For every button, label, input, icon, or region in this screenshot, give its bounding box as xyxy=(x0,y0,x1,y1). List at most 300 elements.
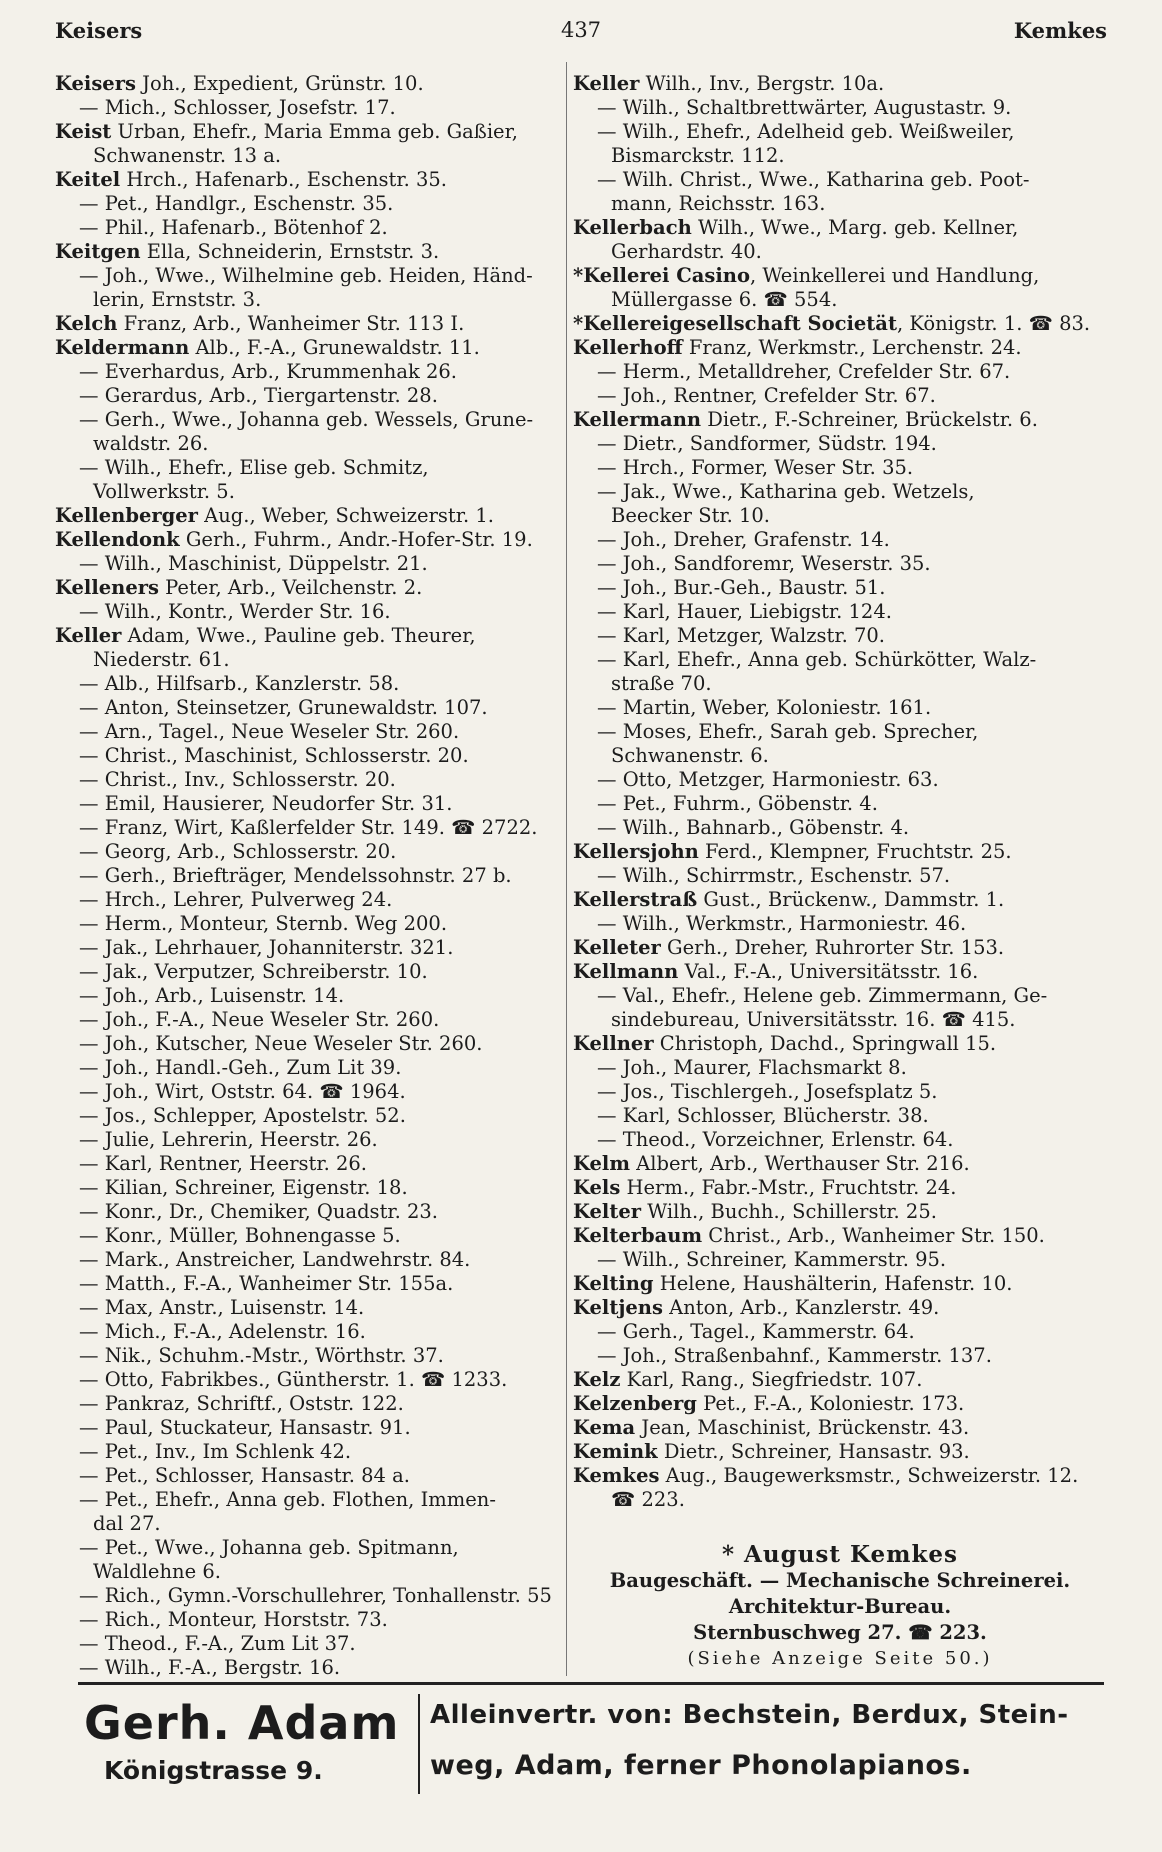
entry-text: — Joh., Dreher, Grafenstr. 14. xyxy=(597,528,890,551)
directory-subentry xyxy=(573,168,1107,192)
entry-continuation xyxy=(573,744,1107,768)
entry-text: — Wilh., Schirrmstr., Eschenstr. 57. xyxy=(597,864,951,887)
entry-text: Hrch., Hafenarb., Eschenstr. 35. xyxy=(120,168,447,191)
directory-subentry xyxy=(55,864,565,888)
entry-text: Urban, Ehefr., Maria Emma geb. Gaßier, xyxy=(111,120,518,143)
directory-subentry xyxy=(55,816,565,840)
entry-text: — Mich., Schlosser, Josefstr. 17. xyxy=(79,96,396,119)
entry-text: — Jos., Tischlergeh., Josefsplatz 5. xyxy=(597,1080,938,1103)
directory-subentry xyxy=(55,840,565,864)
entry-text: — Kilian, Schreiner, Eigenstr. 18. xyxy=(79,1176,408,1199)
entry-text: — Matth., F.-A., Wanheimer Str. 155a. xyxy=(79,1272,454,1295)
directory-subentry xyxy=(55,792,565,816)
entry-text: — Joh., Straßenbahnf., Kammerstr. 137. xyxy=(597,1344,992,1367)
directory-subentry xyxy=(55,888,565,912)
directory-entry xyxy=(55,72,565,96)
entry-text: — Wilh., Ehefr., Elise geb. Schmitz, xyxy=(79,456,429,479)
entry-surname: *Kellereigesellschaft Societät xyxy=(573,312,897,335)
entry-text: — Franz, Wirt, Kaßlerfelder Str. 149. ☎ 2722. xyxy=(79,816,538,839)
directory-entry xyxy=(573,312,1107,336)
directory-entry xyxy=(573,1224,1107,1248)
directory-subentry xyxy=(55,1272,565,1296)
directory-subentry xyxy=(55,264,565,288)
banner-company-block xyxy=(78,1690,408,1800)
directory-entry xyxy=(573,1368,1107,1392)
header-left-keyword: Keisers xyxy=(55,18,143,43)
entry-text: Wilh., Inv., Bergstr. 10a. xyxy=(639,72,885,95)
entry-text: lerin, Ernststr. 3. xyxy=(93,288,262,311)
banner-company-name: Gerh. Adam xyxy=(84,1696,400,1750)
banner-top-rule xyxy=(78,1682,1104,1685)
entry-text: — Karl, Schlosser, Blücherstr. 38. xyxy=(597,1104,929,1127)
entry-text: Beecker Str. 10. xyxy=(611,504,770,527)
directory-subentry xyxy=(55,912,565,936)
banner-line-1: Alleinvertr. von: Bechstein, Berdux, Stein- xyxy=(430,1700,1069,1730)
directory-entry xyxy=(573,936,1107,960)
entry-text: — Joh., Arb., Luisenstr. 14. xyxy=(79,984,345,1007)
directory-subentry xyxy=(55,216,565,240)
entry-text: Adam, Wwe., Pauline geb. Theurer, xyxy=(121,624,476,647)
entry-surname: Kellersjohn xyxy=(573,840,699,863)
directory-subentry xyxy=(573,864,1107,888)
directory-subentry xyxy=(55,1440,565,1464)
directory-subentry xyxy=(55,408,565,432)
directory-subentry xyxy=(55,1488,565,1512)
entry-surname: Kellendonk xyxy=(55,528,180,551)
directory-entry xyxy=(573,72,1107,96)
directory-subentry xyxy=(573,600,1107,624)
directory-entry xyxy=(55,336,565,360)
entry-text: Waldlehne 6. xyxy=(93,1560,221,1583)
gerh-adam-banner xyxy=(78,1690,1104,1800)
directory-subentry xyxy=(55,1416,565,1440)
entry-text: — Joh., Sandforemr, Weserstr. 35. xyxy=(597,552,931,575)
ad-services: Baugeschäft. — Mechanische Schreinerei. xyxy=(609,1569,1071,1592)
entry-text: — Rich., Gymn.-Vorschullehrer, Tonhallenstr. 55 xyxy=(79,1584,552,1607)
right-column-entries xyxy=(573,72,1107,1512)
entry-surname: Kelm xyxy=(573,1152,630,1175)
entry-text: — Val., Ehefr., Helene geb. Zimmermann, Ge- xyxy=(597,984,1048,1007)
entry-surname: Kellner xyxy=(573,1032,654,1055)
entry-text: Christ., Arb., Wanheimer Str. 150. xyxy=(702,1224,1045,1247)
directory-subentry xyxy=(55,936,565,960)
directory-entry xyxy=(573,1200,1107,1224)
entry-surname: Kellmann xyxy=(573,960,679,983)
entry-text: — Karl, Ehefr., Anna geb. Schürkötter, Walz- xyxy=(597,648,1037,671)
entry-text: — Karl, Hauer, Liebigstr. 124. xyxy=(597,600,892,623)
entry-text: — Karl, Rentner, Heerstr. 26. xyxy=(79,1152,367,1175)
entry-text: — Wilh., Kontr., Werder Str. 16. xyxy=(79,600,391,623)
directory-entry xyxy=(573,1272,1107,1296)
entry-text: Aug., Weber, Schweizerstr. 1. xyxy=(197,504,494,527)
directory-entry xyxy=(573,216,1107,240)
entry-text: Vollwerkstr. 5. xyxy=(93,480,235,503)
directory-subentry xyxy=(55,1464,565,1488)
directory-subentry xyxy=(573,552,1107,576)
entry-text: Karl, Rang., Siegfriedstr. 107. xyxy=(620,1368,923,1391)
directory-subentry xyxy=(55,1224,565,1248)
entry-text: — Phil., Hafenarb., Bötenhof 2. xyxy=(79,216,388,239)
entry-text: — Joh., Handl.-Geh., Zum Lit 39. xyxy=(79,1056,402,1079)
column-divider xyxy=(566,62,567,1676)
page-number: 437 xyxy=(560,18,602,42)
entry-text: — Pet., Wwe., Johanna geb. Spitmann, xyxy=(79,1536,459,1559)
directory-subentry xyxy=(55,1536,565,1560)
directory-subentry xyxy=(573,624,1107,648)
entry-text: — Hrch., Lehrer, Pulverweg 24. xyxy=(79,888,393,911)
page-header xyxy=(55,18,1107,54)
entry-text: Pet., F.-A., Koloniestr. 173. xyxy=(696,1392,965,1415)
directory-entry xyxy=(573,1416,1107,1440)
entry-text: — Gerh., Tagel., Kammerstr. 64. xyxy=(597,1320,915,1343)
entry-text: — Konr., Dr., Chemiker, Quadstr. 23. xyxy=(79,1200,438,1223)
directory-entry xyxy=(573,1464,1107,1488)
entry-text: — Anton, Steinsetzer, Grunewaldstr. 107. xyxy=(79,696,488,719)
entry-continuation xyxy=(55,144,565,168)
entry-text: Schwanenstr. 6. xyxy=(611,744,769,767)
left-column xyxy=(55,72,565,1680)
entry-text: Val., F.-A., Universitätsstr. 16. xyxy=(678,960,979,983)
directory-subentry xyxy=(55,1656,565,1680)
directory-entry xyxy=(573,1440,1107,1464)
entry-text: Anton, Arb., Kanzlerstr. 49. xyxy=(662,1296,940,1319)
entry-text: Schwanenstr. 13 a. xyxy=(93,144,282,167)
directory-subentry xyxy=(573,480,1107,504)
directory-entry xyxy=(573,1032,1107,1056)
directory-subentry xyxy=(573,1056,1107,1080)
directory-subentry xyxy=(573,96,1107,120)
directory-subentry xyxy=(55,1584,565,1608)
entry-text: — Jos., Schlepper, Apostelstr. 52. xyxy=(79,1104,406,1127)
entry-surname: Kellerbach xyxy=(573,216,692,239)
entry-text: Ferd., Klempner, Fruchtstr. 25. xyxy=(698,840,1012,863)
entry-surname: Kemink xyxy=(573,1440,658,1463)
entry-continuation xyxy=(573,288,1107,312)
entry-text: waldstr. 26. xyxy=(93,432,209,455)
directory-subentry xyxy=(55,672,565,696)
directory-subentry xyxy=(55,552,565,576)
entry-text: — Otto, Fabrikbes., Güntherstr. 1. ☎ 1233. xyxy=(79,1368,508,1391)
entry-text: Müllergasse 6. ☎ 554. xyxy=(611,288,838,311)
directory-subentry xyxy=(55,1008,565,1032)
entry-text: Gerh., Fuhrm., Andr.-Hofer-Str. 19. xyxy=(179,528,533,551)
entry-text: — Gerh., Briefträger, Mendelssohnstr. 27 b. xyxy=(79,864,512,887)
entry-text: Wilh., Buchh., Schillerstr. 25. xyxy=(641,1200,937,1223)
entry-surname: Kellerstraß xyxy=(573,888,698,911)
entry-text: — Christ., Maschinist, Schlosserstr. 20. xyxy=(79,744,469,767)
entry-text: — Pet., Fuhrm., Göbenstr. 4. xyxy=(597,792,878,815)
entry-text: — Joh., Kutscher, Neue Weseler Str. 260. xyxy=(79,1032,483,1055)
entry-text: Albert, Arb., Werthauser Str. 216. xyxy=(629,1152,970,1175)
directory-subentry xyxy=(55,1248,565,1272)
directory-entry xyxy=(55,504,565,528)
entry-text: — Joh., Wirt, Oststr. 64. ☎ 1964. xyxy=(79,1080,406,1103)
entry-text: ☎ 223. xyxy=(611,1488,685,1511)
entry-text: , Weinkellerei und Handlung, xyxy=(749,264,1040,287)
entry-continuation xyxy=(573,1488,1107,1512)
directory-subentry xyxy=(55,1296,565,1320)
directory-subentry xyxy=(55,1032,565,1056)
entry-text: — Wilh., F.-A., Bergstr. 16. xyxy=(79,1656,341,1679)
directory-subentry xyxy=(573,792,1107,816)
entry-text: — Joh., Bur.-Geh., Baustr. 51. xyxy=(597,576,886,599)
entry-surname: Kelting xyxy=(573,1272,654,1295)
directory-subentry xyxy=(55,768,565,792)
entry-surname: Kellermann xyxy=(573,408,702,431)
entry-surname: Keisers xyxy=(55,72,136,95)
directory-subentry xyxy=(55,1608,565,1632)
directory-subentry xyxy=(573,648,1107,672)
entry-text: Franz, Werkmstr., Lerchenstr. 24. xyxy=(682,336,1022,359)
entry-text: Peter, Arb., Veilchenstr. 2. xyxy=(158,576,423,599)
directory-subentry xyxy=(55,600,565,624)
entry-text: , Königstr. 1. ☎ 83. xyxy=(896,312,1091,335)
entry-text: — Wilh. Christ., Wwe., Katharina geb. Poot- xyxy=(597,168,1030,191)
entry-surname: Keltjens xyxy=(573,1296,663,1319)
entry-surname: Kels xyxy=(573,1176,621,1199)
entry-text: Niederstr. 61. xyxy=(93,648,230,671)
entry-surname: Keitel xyxy=(55,168,121,191)
entry-text: — Herm., Metalldreher, Crefelder Str. 67. xyxy=(597,360,1011,383)
entry-text: — Moses, Ehefr., Sarah geb. Sprecher, xyxy=(597,720,979,743)
entry-text: Alb., F.-A., Grunewaldstr. 11. xyxy=(189,336,480,359)
entry-surname: Kelzenberg xyxy=(573,1392,697,1415)
directory-entry xyxy=(573,1152,1107,1176)
directory-entry xyxy=(55,120,565,144)
ad-bureau: Architektur-Bureau. xyxy=(728,1595,952,1618)
directory-entry xyxy=(573,336,1107,360)
directory-subentry xyxy=(573,432,1107,456)
directory-subentry xyxy=(573,1320,1107,1344)
entry-text: — Joh., Rentner, Crefelder Str. 67. xyxy=(597,384,936,407)
directory-subentry xyxy=(55,1176,565,1200)
directory-subentry xyxy=(55,960,565,984)
entry-continuation xyxy=(55,432,565,456)
entry-continuation xyxy=(55,648,565,672)
entry-continuation xyxy=(573,1008,1107,1032)
entry-text: — Rich., Monteur, Horststr. 73. xyxy=(79,1608,388,1631)
directory-subentry xyxy=(573,912,1107,936)
entry-surname: Kelleter xyxy=(573,936,661,959)
directory-entry xyxy=(573,1392,1107,1416)
entry-continuation xyxy=(573,240,1107,264)
entry-text: — Julie, Lehrerin, Heerstr. 26. xyxy=(79,1128,378,1151)
entry-continuation xyxy=(55,1560,565,1584)
directory-subentry xyxy=(55,696,565,720)
directory-entry xyxy=(55,312,565,336)
directory-subentry xyxy=(573,120,1107,144)
entry-text: — Emil, Hausierer, Neudorfer Str. 31. xyxy=(79,792,453,815)
entry-text: — Pet., Handlgr., Eschenstr. 35. xyxy=(79,192,394,215)
entry-text: — Wilh., Schaltbrettwärter, Augustastr. 9. xyxy=(597,96,1012,119)
entry-text: — Paul, Stuckateur, Hansastr. 91. xyxy=(79,1416,411,1439)
directory-subentry xyxy=(55,984,565,1008)
entry-surname: Kelleners xyxy=(55,576,159,599)
entry-text: — Konr., Müller, Bohnengasse 5. xyxy=(79,1224,401,1247)
entry-text: — Karl, Metzger, Walzstr. 70. xyxy=(597,624,885,647)
entry-text: Gust., Brückenw., Dammstr. 1. xyxy=(697,888,1005,911)
entry-surname: Kelter xyxy=(573,1200,642,1223)
directory-entry xyxy=(573,264,1107,288)
entry-text: Bismarckstr. 112. xyxy=(611,144,785,167)
directory-subentry xyxy=(55,1632,565,1656)
entry-text: — Martin, Weber, Koloniestr. 161. xyxy=(597,696,932,719)
directory-subentry xyxy=(573,360,1107,384)
entry-surname: Keller xyxy=(573,72,640,95)
entry-text: — Herm., Monteur, Sternb. Weg 200. xyxy=(79,912,448,935)
banner-street: Königstrasse 9. xyxy=(104,1756,323,1785)
entry-text: — Georg, Arb., Schlosserstr. 20. xyxy=(79,840,397,863)
entry-surname: Kelterbaum xyxy=(573,1224,703,1247)
directory-subentry xyxy=(573,528,1107,552)
directory-subentry xyxy=(55,192,565,216)
entry-text: — Mich., F.-A., Adelenstr. 16. xyxy=(79,1320,366,1343)
entry-text: — Pet., Schlosser, Hansastr. 84 a. xyxy=(79,1464,410,1487)
entry-text: — Gerh., Wwe., Johanna geb. Wessels, Grune- xyxy=(79,408,534,431)
entry-text: — Christ., Inv., Schlosserstr. 20. xyxy=(79,768,396,791)
directory-subentry xyxy=(55,96,565,120)
entry-text: straße 70. xyxy=(611,672,712,695)
directory-entry xyxy=(55,240,565,264)
directory-subentry xyxy=(573,816,1107,840)
entry-text: — Joh., Maurer, Flachsmarkt 8. xyxy=(597,1056,907,1079)
directory-subentry xyxy=(55,1344,565,1368)
entry-text: — Hrch., Former, Weser Str. 35. xyxy=(597,456,914,479)
entry-text: — Wilh., Schreiner, Kammerstr. 95. xyxy=(597,1248,947,1271)
entry-surname: Kellenberger xyxy=(55,504,198,527)
entry-text: Jean, Maschinist, Brückenstr. 43. xyxy=(635,1416,970,1439)
entry-text: Aug., Baugewerksmstr., Schweizerstr. 12. xyxy=(659,1464,1079,1487)
ad-address: Sternbuschweg 27. ☎ 223. xyxy=(693,1621,987,1644)
entry-surname: Keller xyxy=(55,624,122,647)
directory-entry xyxy=(573,840,1107,864)
entry-continuation xyxy=(573,672,1107,696)
directory-entry xyxy=(573,960,1107,984)
directory-subentry xyxy=(55,1080,565,1104)
entry-text: — Theod., Vorzeichner, Erlenstr. 64. xyxy=(597,1128,954,1151)
directory-subentry xyxy=(55,1368,565,1392)
entry-text: Wilh., Wwe., Marg. geb. Kellner, xyxy=(691,216,1019,239)
entry-text: — Pet., Ehefr., Anna geb. Flothen, Immen- xyxy=(79,1488,496,1511)
entry-text: Joh., Expedient, Grünstr. 10. xyxy=(135,72,424,95)
entry-surname: Kema xyxy=(573,1416,636,1439)
directory-subentry xyxy=(55,456,565,480)
entry-surname: *Kellerei Casino xyxy=(573,264,750,287)
entry-continuation xyxy=(55,288,565,312)
directory-subentry xyxy=(573,1248,1107,1272)
directory-subentry xyxy=(573,384,1107,408)
entry-surname: Keldermann xyxy=(55,336,190,359)
entry-continuation xyxy=(573,144,1107,168)
entry-text: Helene, Haushälterin, Hafenstr. 10. xyxy=(653,1272,1013,1295)
directory-subentry xyxy=(55,1392,565,1416)
directory-subentry xyxy=(55,1200,565,1224)
entry-text: Christoph, Dachd., Springwall 15. xyxy=(653,1032,997,1055)
entry-text: Franz, Arb., Wanheimer Str. 113 I. xyxy=(117,312,465,335)
directory-subentry xyxy=(573,456,1107,480)
directory-subentry xyxy=(55,720,565,744)
directory-entry xyxy=(573,1296,1107,1320)
directory-subentry xyxy=(573,1344,1107,1368)
right-column xyxy=(573,72,1107,1672)
entry-text: — Alb., Hilfsarb., Kanzlerstr. 58. xyxy=(79,672,400,695)
directory-entry xyxy=(573,888,1107,912)
entry-text: — Otto, Metzger, Harmoniestr. 63. xyxy=(597,768,939,791)
directory-subentry xyxy=(573,720,1107,744)
entry-text: — Dietr., Sandformer, Südstr. 194. xyxy=(597,432,937,455)
entry-text: Gerh., Dreher, Ruhrorter Str. 153. xyxy=(660,936,1005,959)
entry-text: — Pankraz, Schriftf., Oststr. 122. xyxy=(79,1392,404,1415)
directory-entry xyxy=(55,624,565,648)
directory-entry xyxy=(55,528,565,552)
entry-text: — Wilh., Bahnarb., Göbenstr. 4. xyxy=(597,816,910,839)
directory-subentry xyxy=(55,1056,565,1080)
entry-text: — Joh., Wwe., Wilhelmine geb. Heiden, Händ- xyxy=(79,264,533,287)
entry-text: Ella, Schneiderin, Ernststr. 3. xyxy=(140,240,440,263)
entry-text: — Theod., F.-A., Zum Lit 37. xyxy=(79,1632,356,1655)
entry-text: — Arn., Tagel., Neue Weseler Str. 260. xyxy=(79,720,460,743)
entry-surname: Kelz xyxy=(573,1368,621,1391)
entry-text: — Mark., Anstreicher, Landwehrstr. 84. xyxy=(79,1248,471,1271)
directory-entry xyxy=(573,1176,1107,1200)
entry-text: — Wilh., Werkmstr., Harmoniestr. 46. xyxy=(597,912,967,935)
entry-text: — Gerardus, Arb., Tiergartenstr. 28. xyxy=(79,384,438,407)
entry-text: — Pet., Inv., Im Schlenk 42. xyxy=(79,1440,352,1463)
directory-subentry xyxy=(55,744,565,768)
kemkes-advertisement xyxy=(573,1542,1107,1672)
entry-text: Gerhardstr. 40. xyxy=(611,240,762,263)
entry-surname: Kellerhoff xyxy=(573,336,683,359)
directory-subentry xyxy=(55,1152,565,1176)
entry-text: — Everhardus, Arb., Krummenhak 26. xyxy=(79,360,457,383)
directory-entry xyxy=(55,168,565,192)
entry-text: — Wilh., Maschinist, Düppelstr. 21. xyxy=(79,552,428,575)
ad-company-name: * August Kemkes xyxy=(722,1541,958,1568)
entry-text: — Nik., Schuhm.-Mstr., Wörthstr. 37. xyxy=(79,1344,444,1367)
directory-subentry xyxy=(55,1104,565,1128)
entry-surname: Keist xyxy=(55,120,112,143)
entry-continuation xyxy=(55,1512,565,1536)
directory-entry xyxy=(55,576,565,600)
directory-subentry xyxy=(573,1080,1107,1104)
entry-surname: Keitgen xyxy=(55,240,141,263)
ad-reference-note: (Siehe Anzeige Seite 50.) xyxy=(687,1648,993,1669)
banner-line-2: weg, Adam, ferner Phonolapianos. xyxy=(430,1750,972,1781)
directory-subentry xyxy=(573,576,1107,600)
entry-continuation xyxy=(573,192,1107,216)
entry-text: Herm., Fabr.-Mstr., Fruchtstr. 24. xyxy=(620,1176,957,1199)
entry-continuation xyxy=(573,504,1107,528)
entry-continuation xyxy=(55,480,565,504)
directory-subentry xyxy=(573,984,1107,1008)
entry-text: — Joh., F.-A., Neue Weseler Str. 260. xyxy=(79,1008,440,1031)
entry-text: — Jak., Lehrhauer, Johanniterstr. 321. xyxy=(79,936,454,959)
directory-subentry xyxy=(573,1104,1107,1128)
directory-subentry xyxy=(55,1128,565,1152)
directory-subentry xyxy=(55,1320,565,1344)
entry-text: Dietr., Schreiner, Hansastr. 93. xyxy=(657,1440,970,1463)
entry-text: — Wilh., Ehefr., Adelheid geb. Weißweiler, xyxy=(597,120,1015,143)
entry-text: — Jak., Verputzer, Schreiberstr. 10. xyxy=(79,960,428,983)
entry-text: dal 27. xyxy=(93,1512,161,1535)
entry-text: Dietr., F.-Schreiner, Brückelstr. 6. xyxy=(701,408,1038,431)
directory-subentry xyxy=(573,768,1107,792)
entry-text: — Max, Anstr., Luisenstr. 14. xyxy=(79,1296,365,1319)
banner-divider xyxy=(418,1694,420,1794)
directory-subentry xyxy=(55,360,565,384)
directory-subentry xyxy=(573,1128,1107,1152)
directory-subentry xyxy=(55,384,565,408)
